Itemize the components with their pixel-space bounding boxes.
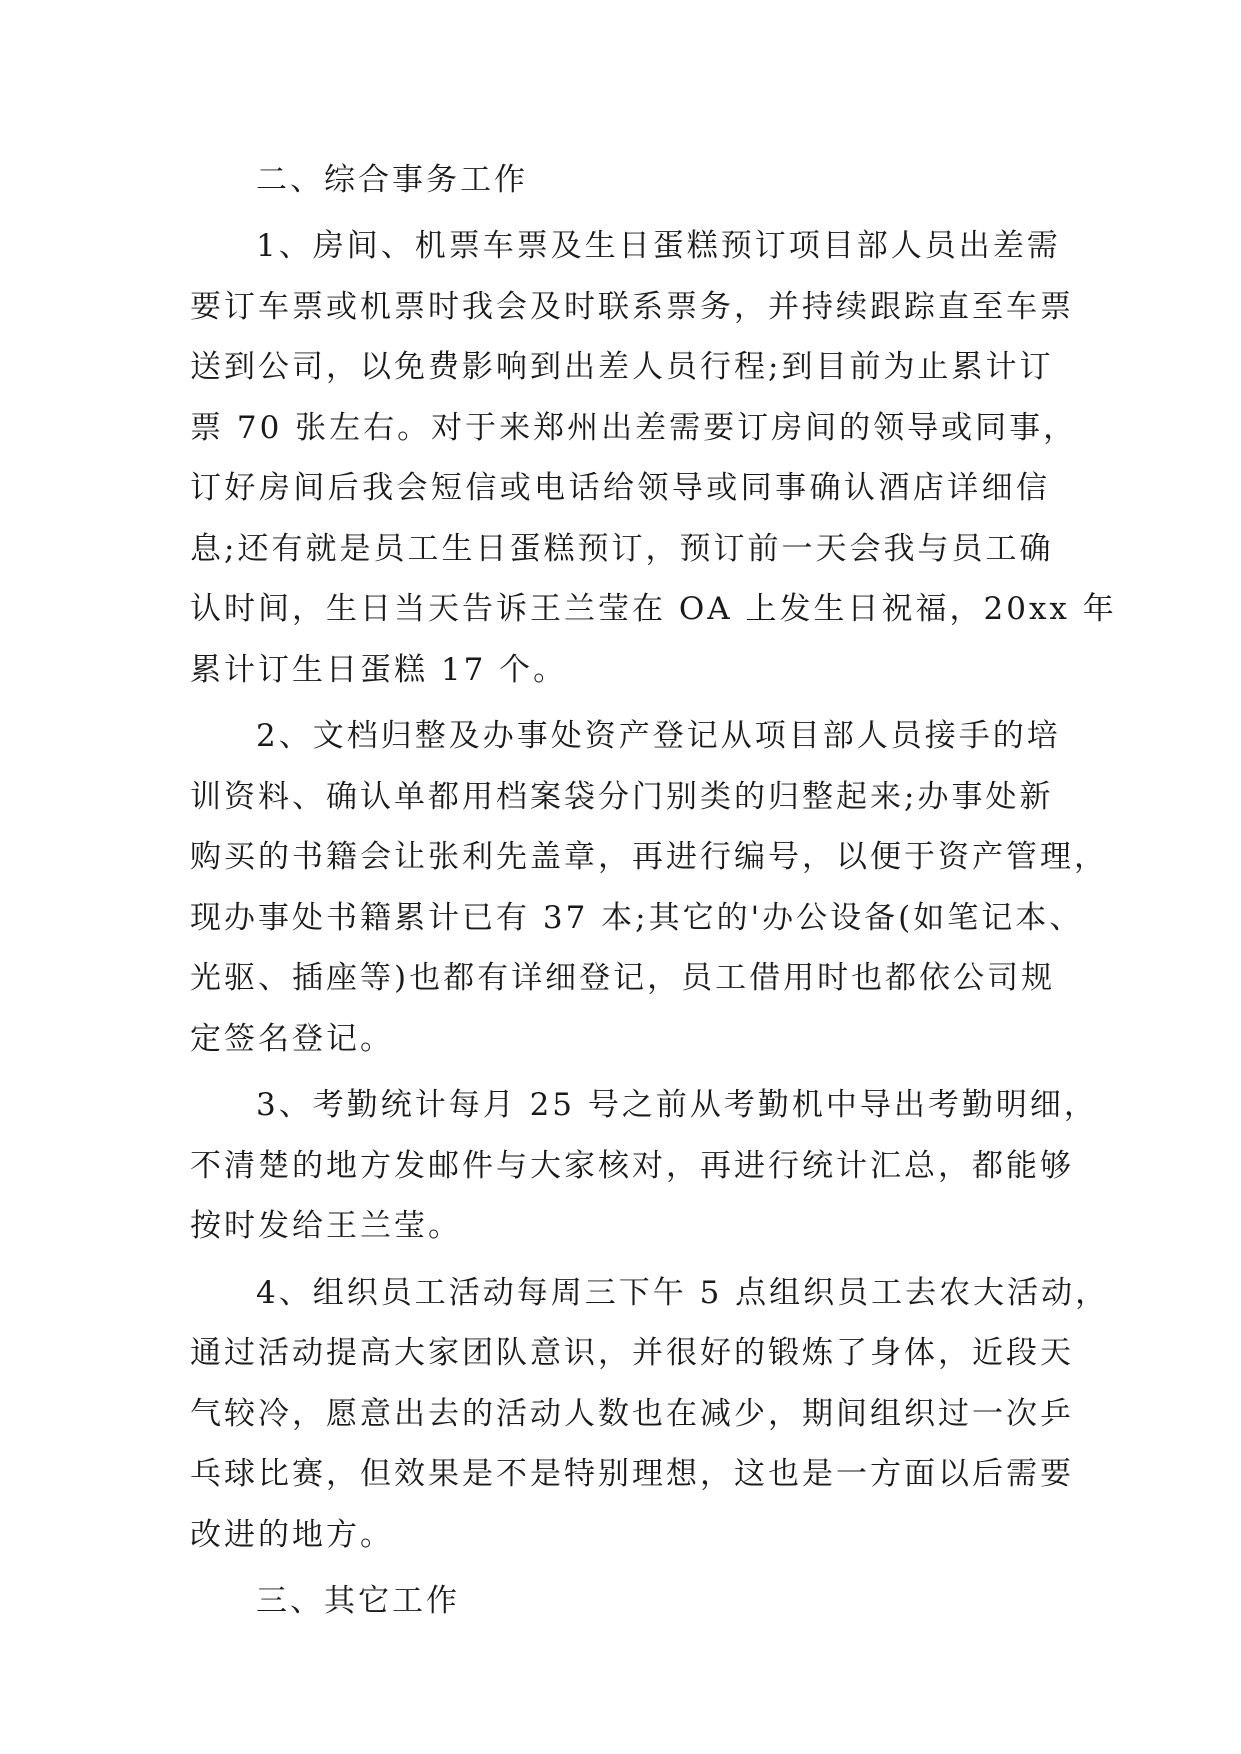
paragraph-line: 息;还有就是员工生日蛋糕预订，预订前一天会我与员工确	[190, 530, 1054, 567]
paragraph-line: 不清楚的地方发邮件与大家核对，再进行统计汇总，都能够	[190, 1147, 1074, 1184]
section-heading: 二、综合事务工作	[256, 162, 528, 198]
paragraph-1	[190, 216, 1117, 700]
paragraph-3	[190, 1075, 1098, 1257]
paragraph-line: 通过活动提高大家团队意识，并很好的锻炼了身体，近段天	[190, 1335, 1074, 1371]
paragraph-line: 认时间，生日当天告诉王兰莹在 OA 上发生日祝福，20xx 年	[190, 591, 1117, 627]
paragraph-line: 4、组织员工活动每周三下午 5 点组织员工去农大活动，	[256, 1274, 1110, 1311]
paragraph-line: 气较冷，愿意出去的活动人数也在减少，期间组织过一次乒	[190, 1395, 1074, 1432]
paragraph-line: 光驱、插座等)也都有详细登记，员工借用时也都依公司规	[190, 960, 1056, 996]
paragraph-line: 训资料、确认单都用档案袋分门别类的归整起来;办事处新	[190, 778, 1054, 815]
document-page	[190, 150, 1117, 1631]
paragraph-line: 票 70 张左右。对于来郑州出差需要订房间的领导或同事，	[190, 409, 1078, 446]
paragraph-line: 订好房间后我会短信或电话给领导或同事确认酒店详细信	[190, 470, 1050, 506]
paragraph-line: 按时发给王兰莹。	[190, 1208, 462, 1244]
paragraph-line: 购买的书籍会让张利先盖章，再进行编号，以便于资产管理，	[190, 839, 1108, 875]
paragraph-line: 3、考勤统计每月 25 号之前从考勤机中导出考勤明细，	[256, 1087, 1098, 1123]
paragraph-line: 改进的地方。	[190, 1516, 394, 1553]
paragraph-line: 要订车票或机票时我会及时联系票务，并持续跟踪直至车票	[190, 288, 1074, 325]
paragraph-line: 乓球比赛，但效果是不是特别理想，这也是一方面以后需要	[190, 1456, 1074, 1492]
paragraph-line: 2、文档归整及办事处资产登记从项目部人员接手的培	[256, 718, 1061, 754]
paragraph-line: 1、房间、机票车票及生日蛋糕预订项目部人员出差需	[256, 228, 1061, 264]
paragraph-line: 送到公司，以免费影响到出差人员行程;到目前为止累计订	[190, 349, 1054, 385]
paragraph-line: 累计订生日蛋糕 17 个。	[190, 651, 568, 688]
paragraph-4	[190, 1263, 1110, 1566]
paragraph-line: 现办事处书籍累计已有 37 本;其它的'办公设备(如笔记本、	[190, 899, 1084, 936]
paragraph-line: 定签名登记。	[190, 1020, 394, 1057]
paragraph-2	[190, 706, 1108, 1069]
section-heading-other: 三、其它工作	[256, 1583, 460, 1619]
